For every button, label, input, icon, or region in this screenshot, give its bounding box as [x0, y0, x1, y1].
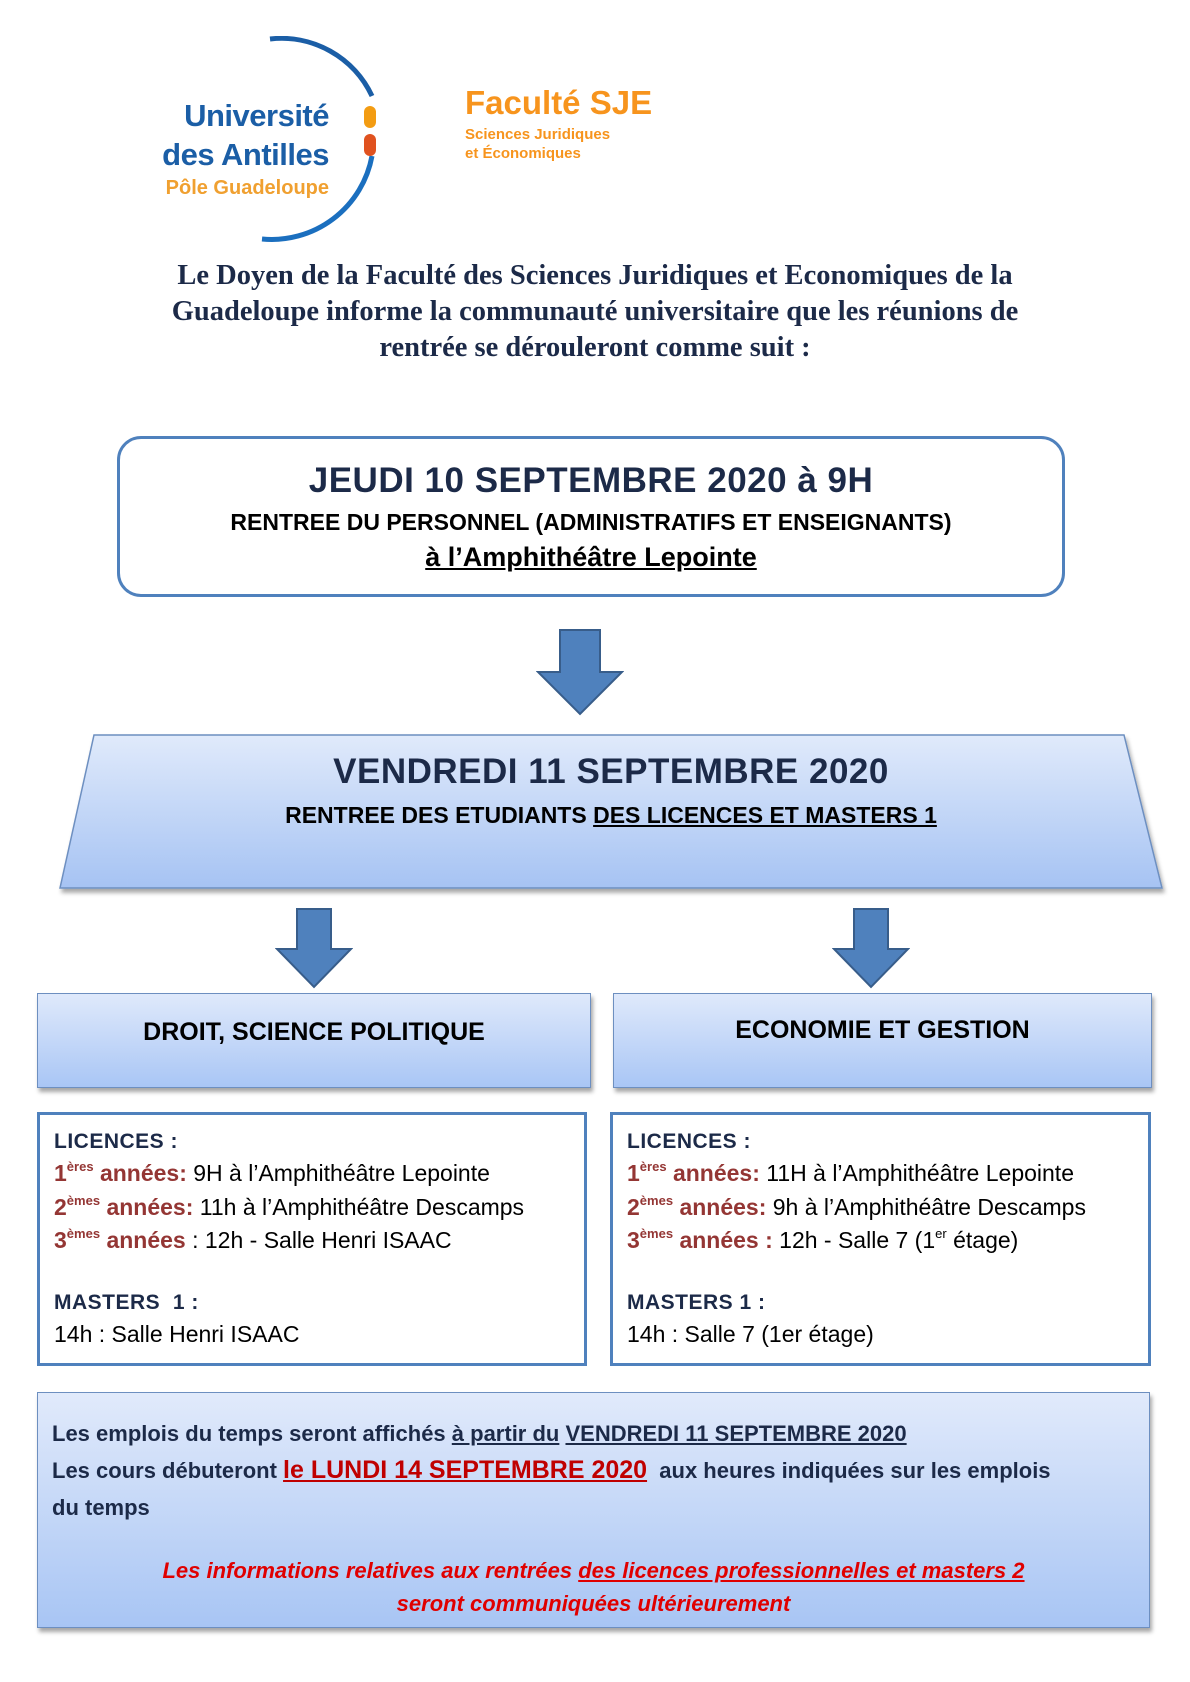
staff-meeting-date: JEUDI 10 SEPTEMBRE 2020 à 9H [308, 461, 874, 500]
department-schedule-economics [610, 1112, 1151, 1366]
licences-label: LICENCES : [54, 1130, 179, 1153]
logo-university-line3: Pôle Guadeloupe [165, 177, 329, 199]
staff-meeting-box [117, 436, 1065, 597]
masters-label: MASTERS 1 : [627, 1290, 766, 1314]
classes-start-notice-continued: du temps [52, 1495, 150, 1520]
licences-label: LICENCES : [627, 1130, 752, 1153]
staff-meeting-location: à l’Amphithéâtre Lepointe [425, 542, 757, 572]
arrow-down-icon [536, 628, 624, 716]
department-heading-law: DROIT, SCIENCE POLITIQUE [37, 993, 591, 1088]
classes-start-date: le LUNDI 14 SEPTEMBRE 2020 [283, 1456, 648, 1484]
licence-schedule-row: 3èmes années : 12h - Salle Henri ISAAC [54, 1226, 452, 1253]
staff-meeting-description: RENTREE DU PERSONNEL (ADMINISTRATIFS ET ENSEIGNANTS) [230, 509, 952, 535]
classes-start-notice: Les cours débuteront le LUNDI 14 SEPTEMBRE 2020 aux heures indiquées sur les emplois [52, 1456, 1051, 1484]
licence-schedule-row: 1ères années: 9H à l’Amphithéâtre Lepointe [54, 1159, 490, 1186]
faculty-subtitle-line2: et Économiques [465, 145, 581, 162]
masters-schedule: 14h : Salle Henri ISAAC [54, 1320, 300, 1347]
licence-schedule-row: 2èmes années: 11h à l’Amphithéâtre Descamps [54, 1192, 525, 1220]
arrow-down-icon [275, 907, 353, 989]
intro-paragraph [120, 258, 1070, 366]
intro-line: rentrée se dérouleront comme suit : [379, 332, 811, 363]
department-schedule-law [37, 1112, 587, 1366]
arrow-down-icon [832, 907, 910, 989]
footer-info-box [37, 1392, 1150, 1628]
student-meeting-text [60, 752, 1162, 829]
logo-red-dot-icon [364, 134, 376, 156]
logo-university-line1: Université [184, 98, 329, 133]
masters-schedule: 14h : Salle 7 (1er étage) [627, 1320, 874, 1347]
licence-schedule-row: 1ères années: 11H à l’Amphithéâtre Lepointe [627, 1159, 1074, 1186]
student-meeting-description [60, 802, 1162, 829]
licence-schedule-row: 3èmes années : 12h - Salle 7 (1er étage) [627, 1226, 1019, 1253]
future-information-note: Les informations relatives aux rentrées des licences professionnelles et masters 2 seront communiquées ultérieurement [162, 1558, 1025, 1616]
faculty-logo [465, 86, 652, 163]
timetable-notice: Les emplois du temps seront affichés à partir du VENDREDI 11 SEPTEMBRE 2020 [52, 1421, 907, 1446]
faculty-subtitle-line1: Sciences Juridiques [465, 126, 611, 143]
department-heading-economics: ECONOMIE ET GESTION [613, 993, 1152, 1088]
student-meeting-description-underlined: DES LICENCES ET MASTERS 1 [593, 802, 937, 828]
masters-label: MASTERS 1 : [54, 1290, 199, 1314]
licence-schedule-row: 2èmes années: 9h à l’Amphithéâtre Descamps [627, 1192, 1086, 1220]
faculty-title: Faculté SJE [465, 84, 653, 121]
intro-line: Le Doyen de la Faculté des Sciences Juridiques et Economiques de la [177, 260, 1013, 291]
student-meeting-date: VENDREDI 11 SEPTEMBRE 2020 [333, 752, 889, 791]
intro-line: Guadeloupe informe la communauté universitaire que les réunions de [171, 296, 1019, 327]
university-logo [150, 36, 385, 242]
logo-university-line2: des Antilles [162, 137, 329, 172]
logo-orange-dot-icon [364, 106, 376, 128]
student-meeting-description-prefix: RENTREE DES ETUDIANTS [285, 802, 587, 828]
